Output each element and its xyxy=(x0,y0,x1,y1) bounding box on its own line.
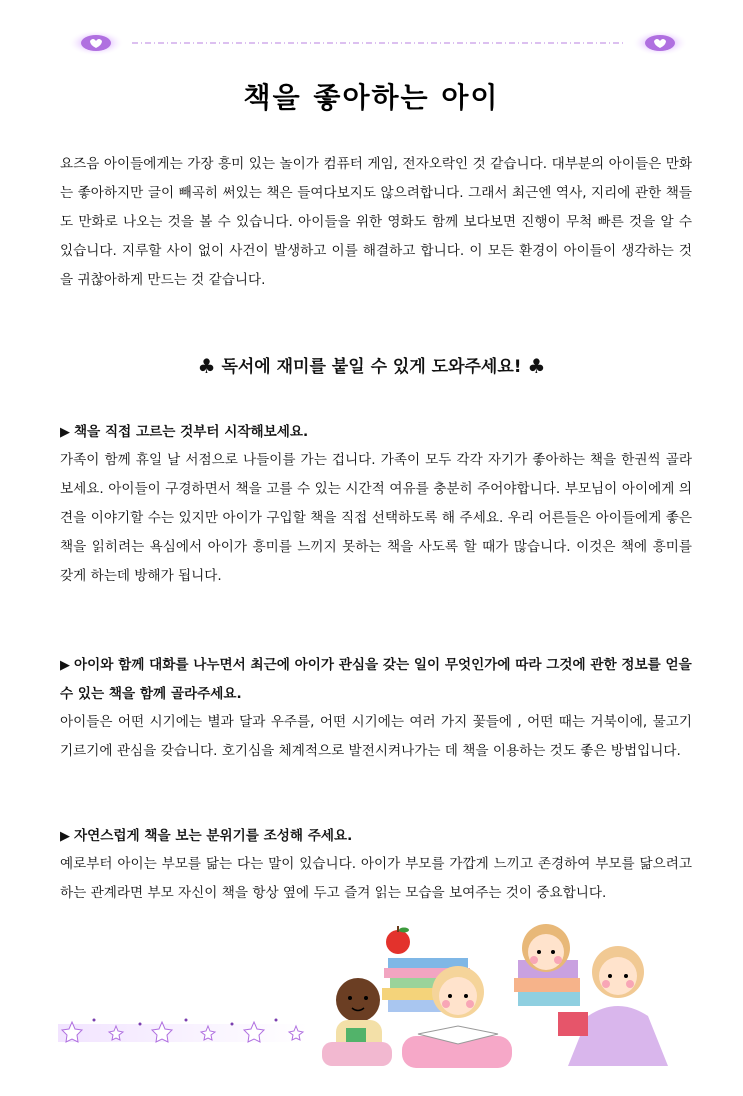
child-icon xyxy=(522,924,570,972)
tip-body: 예로부터 아이는 부모를 닮는 다는 말이 있습니다. 아이가 부모를 가깝게 느끼고 존경하여 부모를 닮으려고하는 관계라면 부모 자신이 책을 항상 옆에 두고 즐겨 읽는 모습을 보여주는 것이 중요합니다. xyxy=(60,856,692,901)
tip-heading: ▶ 책을 직접 고르는 것부터 시작해보세요. xyxy=(60,424,309,440)
heart-ornament-left-icon xyxy=(68,30,124,56)
tip-body: 아이들은 어떤 시기에는 별과 달과 우주를, 어떤 시기에는 여러 가지 꽃들에 , 어떤 때는 거북이에, 물고기 기르기에 관심을 갖습니다. 호기심을 체계적으로 발전시켜나가는 데 책을 이용하는 것도 좋은 방법입니다. xyxy=(60,714,692,759)
club-icon: ♣ xyxy=(197,354,216,378)
page-title: 책을 좋아하는 아이 xyxy=(243,81,500,114)
intro-paragraph: 요즈음 아이들에게는 가장 흥미 있는 놀이가 컴퓨터 게임, 전자오락인 것 같습니다. 대부분의 아이들은 만화는 좋아하지만 글이 빼곡히 써있는 책은 들여다보지도 않으려합니다. 그래서 최근엔 역사, 지리에 관한 책들도 만화로 나오는 것을 볼 수 있습니다. 아이들을 위한 영화도 함께 보다보면 진행이 무척 빠른 것을 알 수 있습니다. 지루할 사이 없이 사건이 발생하고 이를 해결하고 합니다. 이 모든 환경이 아이들이 생각하는 것을 귀찮아하게 만드는 것 같습니다. xyxy=(60,156,692,288)
child-icon xyxy=(322,978,392,1066)
triangle-bullet-icon: ▶ xyxy=(60,829,70,844)
apple-icon xyxy=(386,926,410,954)
section-title: 독서에 재미를 붙일 수 있게 도와주세요! xyxy=(221,357,522,377)
club-icon: ♣ xyxy=(527,354,546,378)
heart-ornament-right-icon xyxy=(632,30,688,56)
star-border-icon xyxy=(58,1012,318,1052)
triangle-bullet-icon: ▶ xyxy=(60,658,70,673)
tip-body: 가족이 함께 휴일 날 서점으로 나들이를 가는 겁니다. 가족이 모두 각각 자기가 좋아하는 책을 한권씩 골라보세요. 아이들이 구경하면서 책을 고를 수 있는 시간적 여유를 충분히 주어야합니다. 부모님이 아이에게 의견을 이야기할 수는 있지만 아이가 구입할 책을 직접 선택하도록 해 주세요. 우리 어른들은 아이들에게 좋은 책을 읽히려는 욕심에서 아이가 흥미를 느끼지 못하는 책을 사도록 할 때가 많습니다. 이것은 책에 흥미를 갖게 하는데 방해가 됩니다. xyxy=(60,452,692,584)
top-decorative-border xyxy=(68,28,688,58)
tip-heading: ▶ 자연스럽게 책을 보는 분위기를 조성해 주세요. xyxy=(60,828,353,844)
children-reading-illustration xyxy=(318,924,698,1074)
tip-heading: ▶ 아이와 함께 대화를 나누면서 최근에 아이가 관심을 갖는 일이 무엇인가에 따라 그것에 관한 정보를 얻을 수 있는 책을 함께 골라주세요. xyxy=(60,657,692,702)
triangle-bullet-icon: ▶ xyxy=(60,425,70,440)
section-heading xyxy=(0,352,743,378)
